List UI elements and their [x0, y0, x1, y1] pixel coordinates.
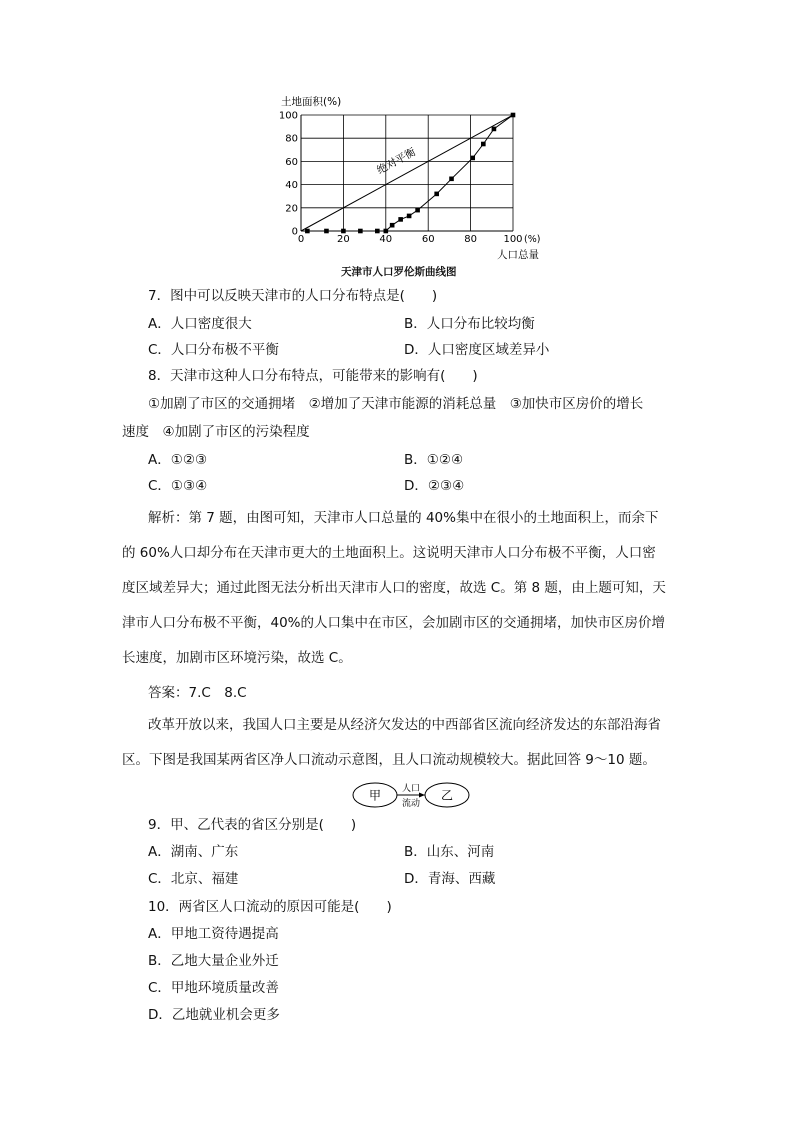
curve-point — [375, 229, 380, 234]
q7-option-b: B．人口分布比较均衡 — [404, 316, 535, 332]
absolute-balance-line — [301, 115, 513, 231]
x-tick-label: 60 — [421, 234, 435, 245]
curve-point — [434, 192, 439, 197]
q8-option-a: A．①②③ — [148, 452, 208, 468]
curve-point — [481, 142, 486, 147]
curve-point — [341, 229, 346, 234]
lorenz-chart — [270, 85, 570, 270]
curve-point — [324, 229, 329, 234]
region-yi-label: 乙 — [440, 788, 454, 803]
flow-label-bottom: 流动 — [401, 799, 421, 809]
y-tick-label: 0 — [291, 226, 298, 238]
x-tick-label: 20 — [337, 234, 350, 245]
q8-option-c: C．①③④ — [148, 478, 208, 494]
analysis-line-3: 度区域差异大；通过此图无法分析出天津市人口的密度，故选 C。第 8 题，由上题可知，天 — [122, 580, 666, 596]
x-tick-label: 40 — [379, 234, 393, 245]
curve-point — [449, 177, 454, 182]
x-axis-label: 人口总量 — [497, 249, 539, 261]
flow-label-top: 人口 — [401, 784, 421, 794]
y-tick-label: 80 — [285, 133, 298, 145]
q10-option-d: D．乙地就业机会更多 — [148, 1007, 280, 1023]
curve-point — [398, 217, 403, 222]
q9-stem: 9．甲、乙代表的省区分别是( ) — [148, 817, 357, 833]
y-tick-label: 60 — [285, 156, 298, 168]
q10-option-a: A．甲地工资待遇提高 — [148, 926, 279, 942]
q8-statements-line2: 速度 ④加剧了市区的污染程度 — [122, 424, 310, 440]
absolute-balance-label: 绝对平衡 — [375, 146, 418, 177]
q10-stem: 10．两省区人口流动的原因可能是( ) — [148, 899, 392, 915]
q7-stem: 7．图中可以反映天津市的人口分布特点是( ) — [148, 288, 438, 304]
curve-point — [511, 113, 516, 118]
q7-option-d: D．人口密度区域差异小 — [404, 342, 550, 358]
q10-option-c: C．甲地环境质量改善 — [148, 980, 279, 996]
q9-option-c: C．北京、福建 — [148, 871, 239, 887]
q8-option-d: D．②③④ — [404, 478, 465, 494]
q7-option-c: C．人口分布极不平衡 — [148, 342, 279, 358]
q8-statements-line1: ①加剧了市区的交通拥堵 ②增加了天津市能源的消耗总量 ③加快市区房价的增长 — [148, 396, 644, 412]
curve-point — [305, 229, 310, 234]
answer: 答案：7.C 8.C — [148, 685, 247, 701]
q9-option-b: B．山东、河南 — [404, 844, 495, 860]
population-flow-diagram — [352, 781, 470, 809]
x-tick-labels — [298, 234, 523, 245]
chart-caption: 天津市人口罗伦斯曲线图 — [341, 266, 457, 278]
x-tick-label: 0 — [297, 234, 305, 245]
q10-option-b: B．乙地大量企业外迁 — [148, 953, 279, 969]
q8-option-b: B．①②④ — [404, 452, 464, 468]
analysis-line-4: 津市人口分布极不平衡，40%的人口集中在市区，会加剧市区的交通拥堵，加快市区房价增 — [122, 615, 666, 631]
y-tick-label: 40 — [285, 180, 298, 192]
q7-option-a: A．人口密度很大 — [148, 316, 252, 332]
curve-point — [358, 229, 363, 234]
y-tick-label: 20 — [285, 203, 298, 215]
y-tick-label: 100 — [278, 110, 298, 122]
q9-option-a: A．湖南、广东 — [148, 844, 239, 860]
x-axis-unit: (%) — [524, 234, 541, 245]
curve-point — [492, 127, 497, 132]
region-jia-label: 甲 — [368, 788, 382, 803]
curve-point — [415, 208, 420, 213]
curve-point — [390, 223, 395, 228]
curve-point — [470, 156, 475, 161]
q8-stem: 8．天津市这种人口分布特点，可能带来的影响有( ) — [148, 368, 478, 384]
analysis-line-2: 的 60%人口却分布在天津市更大的土地面积上。这说明天津市人口分布极不平衡，人口密 — [122, 545, 656, 561]
y-tick-labels — [279, 111, 298, 238]
x-tick-label: 100 — [503, 234, 523, 245]
analysis-line-5: 长速度，加剧市区环境污染，故选 C。 — [122, 650, 352, 666]
y-axis-label: 土地面积(%) — [281, 96, 342, 108]
intro-line-1: 改革开放以来，我国人口主要是从经济欠发达的中西部省区流向经济发达的东部沿海省 — [148, 717, 661, 733]
analysis-line-1: 解析：第 7 题，由图可知，天津市人口总量的 40%集中在很小的土地面积上，而余下 — [148, 510, 659, 526]
q9-option-d: D．青海、西藏 — [404, 871, 496, 887]
x-tick-label: 80 — [464, 234, 477, 245]
curve-point — [407, 214, 412, 219]
intro-line-2: 区。下图是我国某两省区净人口流动示意图，且人口流动规模较大。据此回答 9～10 题。 — [122, 752, 656, 768]
curve-point — [384, 229, 389, 234]
